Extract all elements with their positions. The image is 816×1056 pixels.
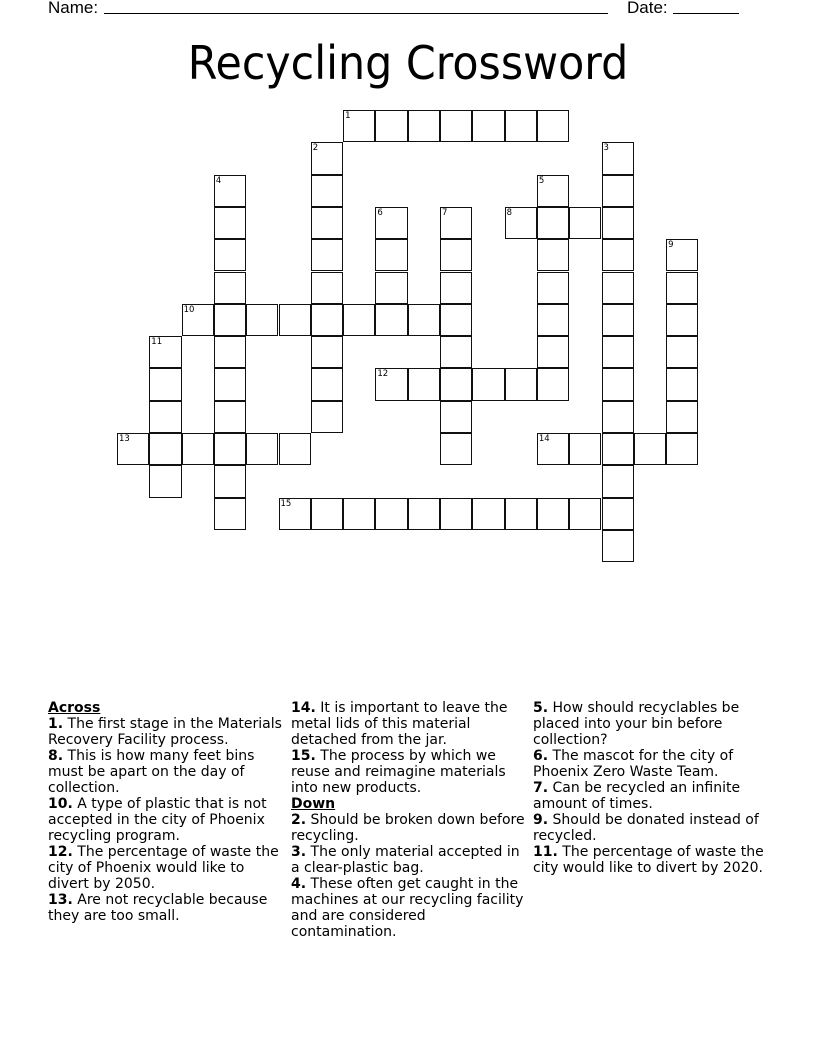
crossword-cell[interactable]: [149, 368, 181, 400]
crossword-cell[interactable]: [602, 401, 634, 433]
crossword-cell[interactable]: [602, 465, 634, 497]
crossword-cell[interactable]: [214, 336, 246, 368]
crossword-cell[interactable]: [214, 498, 246, 530]
crossword-cell[interactable]: [375, 304, 407, 336]
crossword-cell[interactable]: [375, 207, 407, 239]
clue-number: 12.: [48, 844, 73, 860]
crossword-cell[interactable]: [279, 498, 311, 530]
clue-text: The process by which we reuse and reimagine materials into new products.: [291, 748, 506, 796]
clue-number: 5.: [533, 700, 549, 716]
crossword-cell[interactable]: [311, 207, 343, 239]
clue-number: 10.: [48, 796, 73, 812]
crossword-cell[interactable]: [375, 110, 407, 142]
cell-number: 11: [151, 337, 163, 348]
down-heading: Down: [291, 796, 336, 812]
crossword-cell[interactable]: [117, 433, 149, 465]
clue-number: 8.: [48, 748, 64, 764]
clue-across-15: [291, 748, 531, 796]
crossword-cell[interactable]: [602, 304, 634, 336]
crossword-cell[interactable]: [537, 368, 569, 400]
crossword-cell[interactable]: [214, 175, 246, 207]
clue-text: The percentage of waste the city of Phoenix would like to divert by 2050.: [48, 844, 279, 892]
clue-number: 15.: [291, 748, 316, 764]
crossword-cell[interactable]: [602, 433, 634, 465]
clue-down-2: [291, 812, 531, 844]
crossword-cell[interactable]: [537, 110, 569, 142]
crossword-cell[interactable]: [440, 368, 472, 400]
clue-text: How should recyclables be placed into your bin before collection?: [533, 700, 740, 748]
clue-number: 11.: [533, 844, 558, 860]
crossword-cell[interactable]: [149, 401, 181, 433]
clue-down-4: [291, 876, 531, 940]
crossword-cell[interactable]: [311, 142, 343, 174]
clue-number: 7.: [533, 780, 549, 796]
crossword-cell[interactable]: [440, 110, 472, 142]
crossword-cell[interactable]: [311, 368, 343, 400]
clue-number: 6.: [533, 748, 549, 764]
crossword-cell[interactable]: [279, 433, 311, 465]
crossword-cell[interactable]: [149, 336, 181, 368]
crossword-cell[interactable]: [246, 304, 278, 336]
clue-text: Are not recyclable because they are too small.: [48, 892, 268, 924]
crossword-cell[interactable]: [408, 368, 440, 400]
crossword-cell[interactable]: [602, 368, 634, 400]
crossword-cell[interactable]: [214, 239, 246, 271]
crossword-cell[interactable]: [375, 368, 407, 400]
crossword-cell[interactable]: [440, 336, 472, 368]
clue-text: The percentage of waste the city would like to divert by 2020.: [533, 844, 764, 876]
clue-down-9: [533, 812, 778, 844]
clue-number: 13.: [48, 892, 73, 908]
crossword-cell[interactable]: [505, 110, 537, 142]
clue-text: This is how many feet bins must be apart on the day of collection.: [48, 748, 255, 796]
crossword-cell[interactable]: [505, 498, 537, 530]
crossword-cell[interactable]: [537, 239, 569, 271]
clue-across-8: [48, 748, 284, 796]
crossword-cell[interactable]: [537, 498, 569, 530]
crossword-cell[interactable]: [569, 207, 601, 239]
crossword-cell[interactable]: [311, 175, 343, 207]
clue-column-1: [48, 700, 284, 924]
clue-text: Can be recycled an infinite amount of times.: [533, 780, 741, 812]
cell-number: 13: [119, 434, 130, 444]
crossword-cell[interactable]: [408, 304, 440, 336]
crossword-cell[interactable]: [246, 433, 278, 465]
crossword-cell[interactable]: [149, 433, 181, 465]
clue-across-1: [48, 716, 284, 748]
crossword-cell[interactable]: [343, 110, 375, 142]
cell-number: 10: [183, 304, 195, 315]
crossword-cell[interactable]: [666, 336, 698, 368]
crossword-cell[interactable]: [311, 401, 343, 433]
crossword-cell[interactable]: [214, 465, 246, 497]
crossword-cell[interactable]: [666, 401, 698, 433]
crossword-cell[interactable]: [505, 368, 537, 400]
name-label: Name:: [48, 0, 99, 17]
crossword-cell[interactable]: [440, 272, 472, 304]
clue-across-10: [48, 796, 284, 844]
clue-number: 1.: [48, 716, 64, 732]
crossword-cell[interactable]: [214, 207, 246, 239]
crossword-cell[interactable]: [602, 175, 634, 207]
clue-across-13: [48, 892, 284, 924]
crossword-cell[interactable]: [214, 401, 246, 433]
crossword-cell[interactable]: [408, 110, 440, 142]
crossword-cell[interactable]: [182, 433, 214, 465]
cell-number: 7: [442, 207, 448, 218]
clue-text: The only material accepted in a clear-plastic bag.: [291, 844, 520, 876]
crossword-cell[interactable]: [440, 433, 472, 465]
crossword-cell[interactable]: [537, 336, 569, 368]
crossword-cell[interactable]: [375, 498, 407, 530]
clue-across-12: [48, 844, 284, 892]
crossword-cell[interactable]: [440, 239, 472, 271]
clue-down-5: [533, 700, 778, 748]
clue-down-3: [291, 844, 531, 876]
clue-number: 2.: [291, 812, 307, 828]
cell-number: 8: [506, 207, 513, 218]
clue-across-14: [291, 700, 531, 748]
clue-number: 4.: [291, 876, 307, 892]
crossword-cell[interactable]: [472, 368, 504, 400]
clue-text: It is important to leave the metal lids of this material detached from the jar.: [291, 700, 508, 748]
crossword-cell[interactable]: [537, 175, 569, 207]
clue-down-6: [533, 748, 778, 780]
across-heading: Across: [48, 700, 101, 716]
crossword-cell[interactable]: [569, 498, 601, 530]
crossword-cell[interactable]: [440, 401, 472, 433]
cell-number: 15: [280, 498, 292, 509]
page-title: Recycling Crossword: [187, 36, 629, 90]
cell-number: 1: [345, 111, 351, 121]
crossword-cell[interactable]: [343, 498, 375, 530]
crossword-cell[interactable]: [311, 272, 343, 304]
crossword-cell[interactable]: [602, 272, 634, 304]
crossword-cell[interactable]: [537, 207, 569, 239]
crossword-cell[interactable]: [569, 433, 601, 465]
crossword-cell[interactable]: [537, 304, 569, 336]
crossword-cell[interactable]: [537, 272, 569, 304]
clue-text: Should be broken down before recycling.: [291, 812, 525, 844]
clue-column-3: [533, 700, 778, 876]
clue-text: These often get caught in the machines at our recycling facility and are considered contamination.: [291, 876, 524, 940]
clue-number: 9.: [533, 812, 549, 828]
clue-down-11: [533, 844, 778, 876]
clue-text: The mascot for the city of Phoenix Zero Waste Team.: [533, 748, 734, 780]
crossword-cell[interactable]: [440, 207, 472, 239]
crossword-cell[interactable]: [666, 239, 698, 271]
clue-text: A type of plastic that is not accepted in the city of Phoenix recycling program.: [48, 796, 267, 844]
crossword-cell[interactable]: [279, 304, 311, 336]
crossword-cell[interactable]: [149, 465, 181, 497]
crossword-cell[interactable]: [666, 304, 698, 336]
crossword-cell[interactable]: [602, 207, 634, 239]
cell-number: 12: [377, 369, 389, 380]
cell-number: 6: [377, 207, 383, 218]
crossword-cell[interactable]: [182, 304, 214, 336]
crossword-cell[interactable]: [666, 433, 698, 465]
date-label: Date:: [627, 0, 668, 17]
crossword-cell[interactable]: [472, 498, 504, 530]
crossword-cell[interactable]: [311, 336, 343, 368]
crossword-cell[interactable]: [537, 433, 569, 465]
crossword-cell[interactable]: [375, 239, 407, 271]
crossword-cell[interactable]: [343, 304, 375, 336]
crossword-cell[interactable]: [440, 304, 472, 336]
crossword-cell[interactable]: [214, 272, 246, 304]
crossword-cell[interactable]: [602, 239, 634, 271]
crossword-cell[interactable]: [375, 272, 407, 304]
crossword-cell[interactable]: [505, 207, 537, 239]
cell-number: 5: [538, 175, 545, 186]
crossword-cell[interactable]: [214, 368, 246, 400]
crossword-cell[interactable]: [311, 498, 343, 530]
cell-number: 2: [312, 143, 319, 154]
cell-number: 4: [215, 175, 222, 186]
cell-number: 3: [603, 143, 609, 154]
cell-number: 9: [668, 240, 674, 251]
crossword-cell[interactable]: [311, 304, 343, 336]
crossword-cell[interactable]: [666, 272, 698, 304]
crossword-cell[interactable]: [214, 433, 246, 465]
crossword-cell[interactable]: [472, 110, 504, 142]
clue-text: The first stage in the Materials Recovery Facility process.: [48, 716, 282, 748]
crossword-cell[interactable]: [602, 336, 634, 368]
crossword-cell[interactable]: [311, 239, 343, 271]
crossword-cell[interactable]: [602, 530, 634, 562]
clue-column-2: [291, 700, 531, 940]
cell-number: 14: [538, 434, 550, 444]
clue-text: Should be donated instead of recycled.: [533, 812, 759, 844]
clue-number: 14.: [291, 700, 316, 716]
crossword-cell[interactable]: [634, 433, 666, 465]
crossword-cell[interactable]: [602, 142, 634, 174]
clue-down-7: [533, 780, 778, 812]
crossword-cell[interactable]: [602, 498, 634, 530]
crossword-cell[interactable]: [666, 368, 698, 400]
crossword-cell[interactable]: [408, 498, 440, 530]
crossword-cell[interactable]: [440, 498, 472, 530]
clue-number: 3.: [291, 844, 307, 860]
crossword-cell[interactable]: [214, 304, 246, 336]
